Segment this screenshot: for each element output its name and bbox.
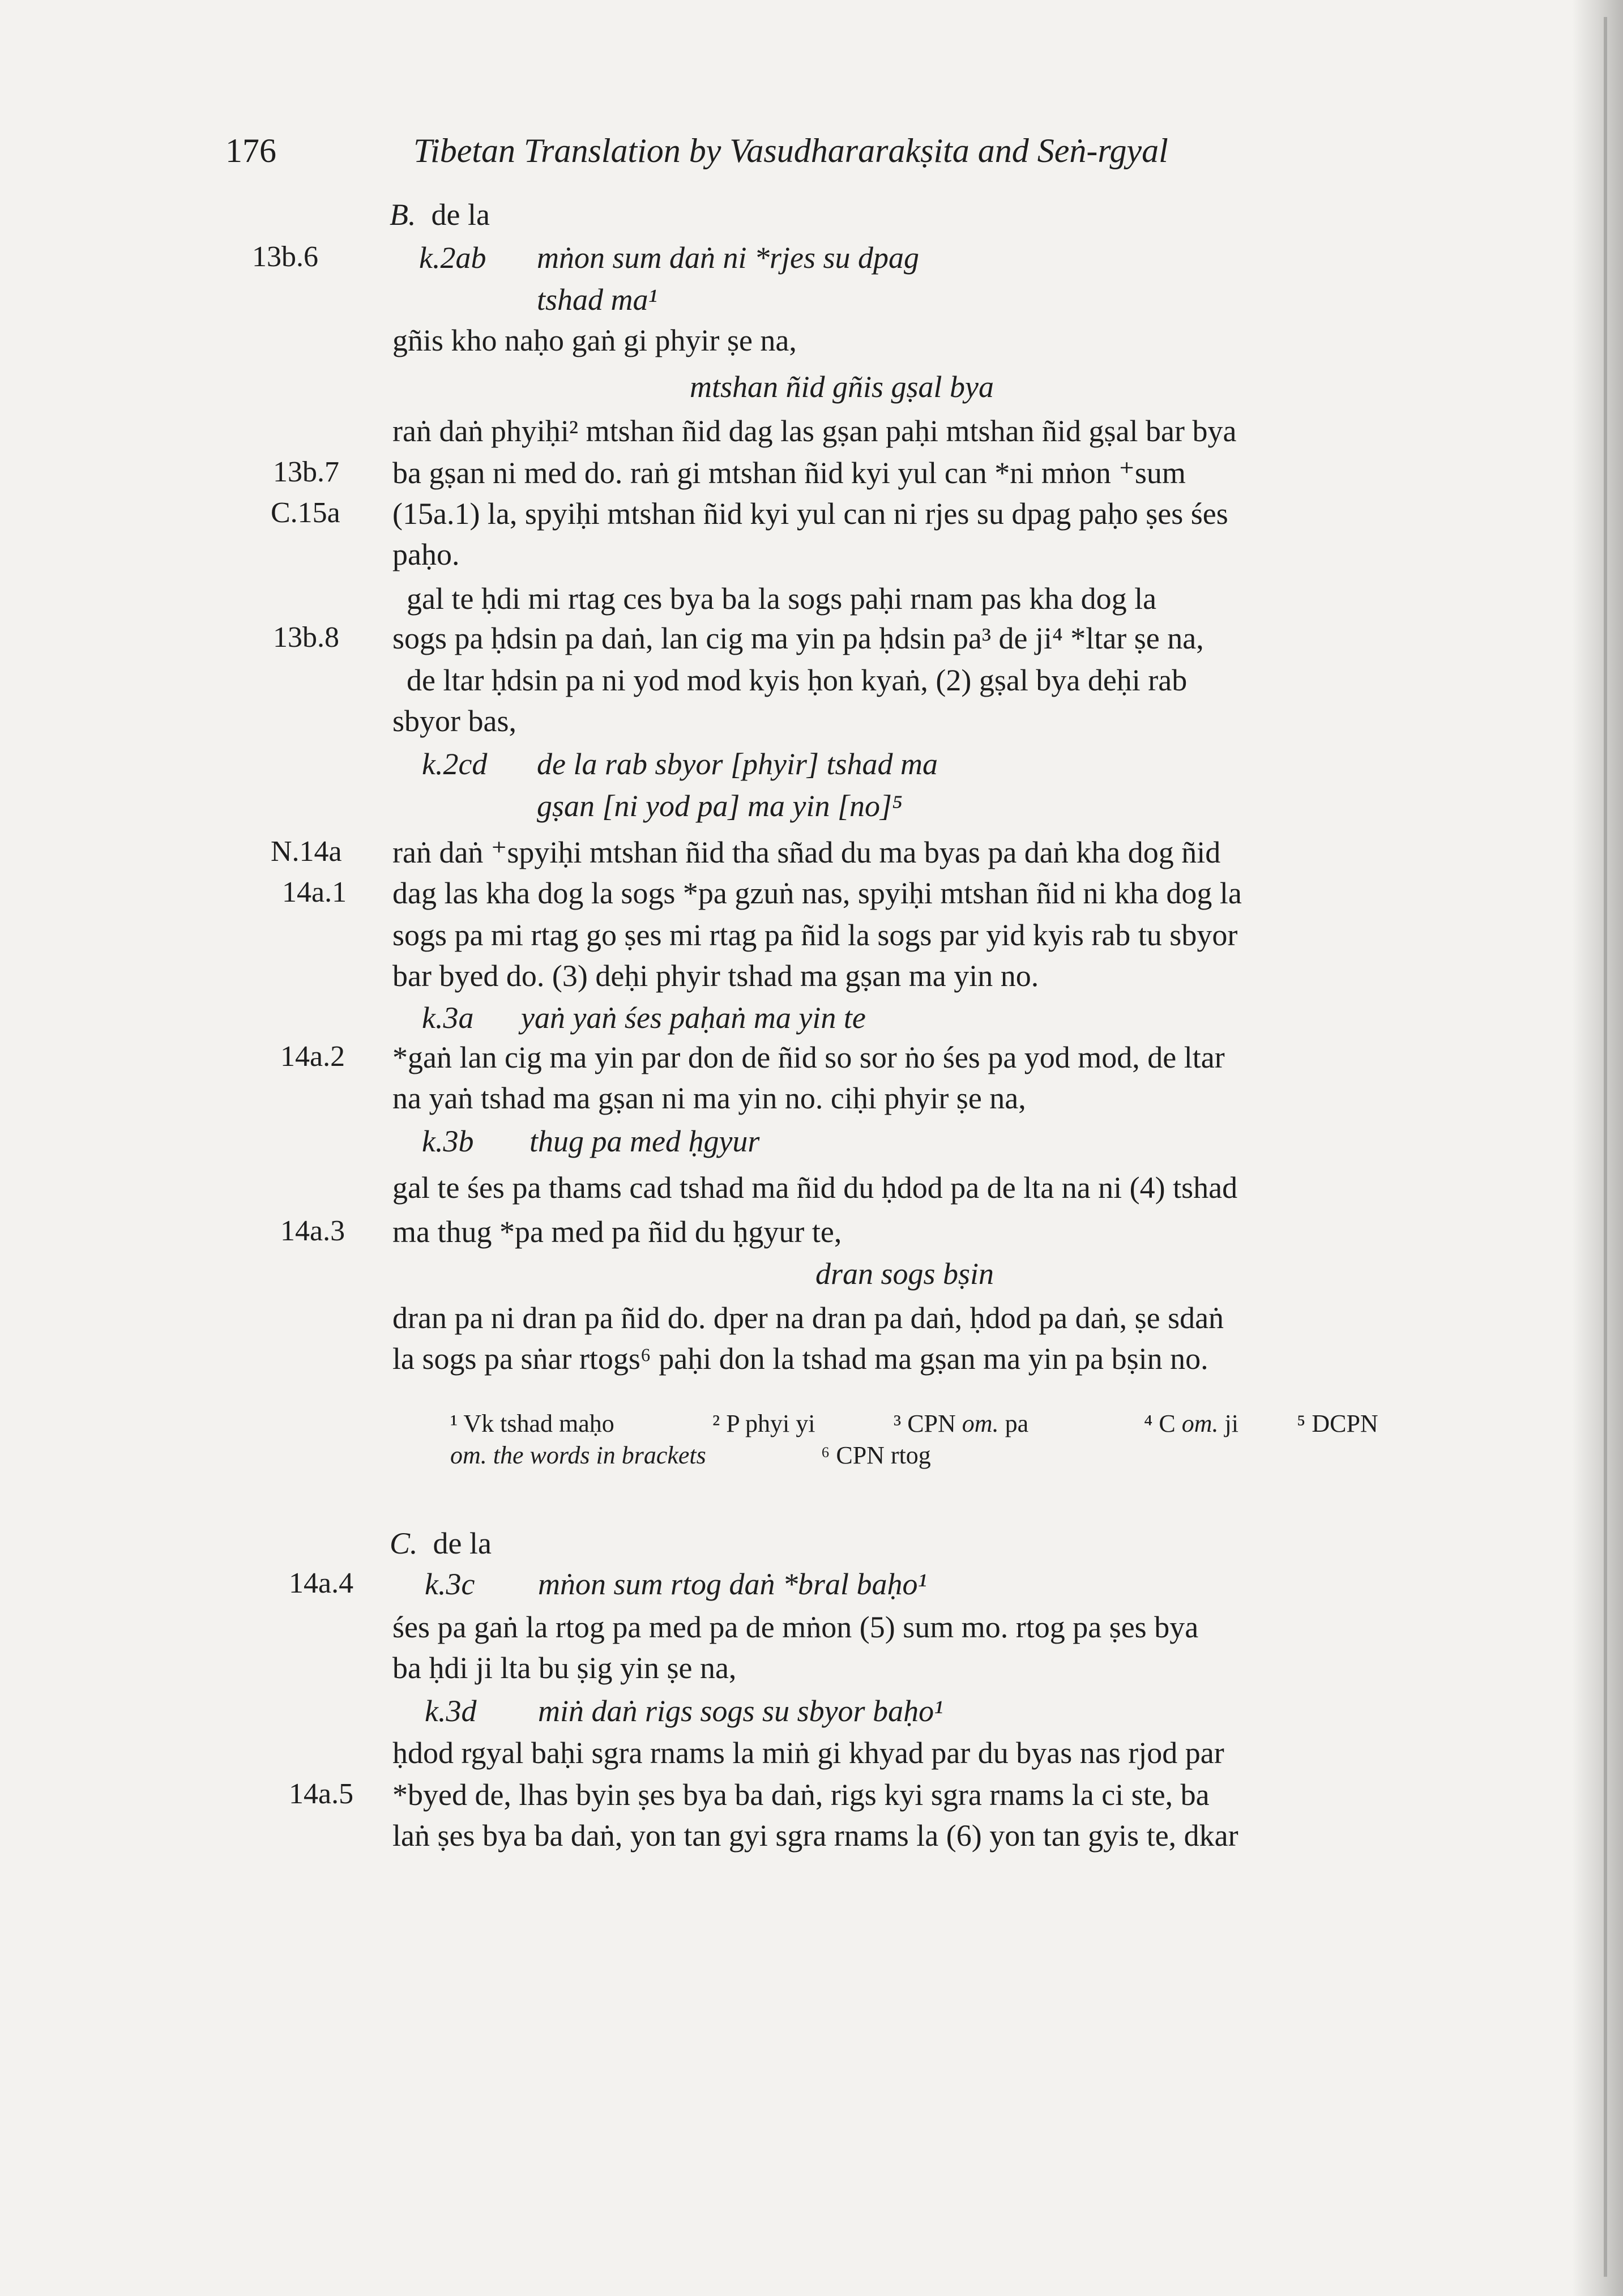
- text-line: *gaṅ lan cig ma yin par don de ñid so sor ṅo śes pa yod mod, de ltar: [392, 1040, 1225, 1074]
- text-line: na yaṅ tshad ma gṣan ni ma yin no. ciḥi phyir ṣe na,: [392, 1081, 1026, 1115]
- text-line: paḥo.: [392, 537, 460, 571]
- verse-line: yaṅ yaṅ śes paḥaṅ ma yin te: [521, 1001, 866, 1035]
- verse-line: mṅon sum daṅ ni *rjes su dpag: [537, 241, 920, 275]
- text-line: de ltar ḥdsin pa ni yod mod kyis ḥon kyaṅ, (2) gṣal bya deḥi rab: [407, 663, 1188, 697]
- section-heading-c: [390, 1528, 492, 1559]
- footnote-abbrev: om.: [962, 1410, 999, 1437]
- text-line: (15a.1) la, spyiḥi mtshan ñid kyi yul can ni rjes su dpag paḥo ṣes śes: [392, 497, 1228, 531]
- verse-line: thug pa med ḥgyur: [529, 1124, 760, 1158]
- verse-label: k.2ab: [419, 241, 486, 275]
- margin-ref: 13b.6: [252, 241, 318, 273]
- footnote-text: pa: [1005, 1410, 1029, 1437]
- verse-label: k.3d: [425, 1694, 477, 1728]
- page-edge-line: [1604, 17, 1607, 2277]
- margin-ref: 13b.8: [273, 621, 339, 654]
- text-line: ma thug *pa med pa ñid du ḥgyur te,: [392, 1215, 842, 1249]
- text-line: laṅ ṣes bya ba daṅ, yon tan gyi sgra rnams la (6) yon tan gyis te, dkar: [392, 1819, 1238, 1853]
- text-line: la sogs pa sṅar rtogs⁶ paḥi don la tshad ma gṣan ma yin pa bṣin no.: [392, 1342, 1208, 1376]
- footnote: ⁵ DCPN: [1297, 1410, 1378, 1437]
- margin-ref: 14a.1: [282, 876, 347, 908]
- text-line: sogs pa mi rtag go ṣes mi rtag pa ñid la sogs par yid kyis rab tu sbyor: [392, 918, 1238, 952]
- margin-ref: 14a.5: [289, 1778, 354, 1810]
- footnote-text: ³ CPN: [894, 1410, 956, 1437]
- page-number: 176: [225, 132, 276, 169]
- margin-ref: 14a.2: [280, 1040, 345, 1073]
- text-line: *byed de, lhas byin ṣes bya ba daṅ, rigs kyi sgra rnams la ci ste, ba: [392, 1778, 1210, 1812]
- footnote-text: ⁴ C: [1144, 1410, 1176, 1437]
- verse-label: k.2cd: [422, 747, 488, 781]
- section-label: C.: [390, 1526, 418, 1560]
- text-line: dran pa ni dran pa ñid do. dper na dran pa daṅ, ḥdod pa daṅ, ṣe sdaṅ: [392, 1301, 1224, 1335]
- gloss-line: mtshan ñid gñis gṣal bya: [690, 370, 994, 404]
- verse-label: k.3b: [422, 1124, 474, 1158]
- section-heading-b: [390, 199, 490, 230]
- margin-ref: N.14a: [271, 835, 342, 868]
- text-line: sogs pa ḥdsin pa daṅ, lan cig ma yin pa ḥdsin pa³ de ji⁴ *ltar ṣe na,: [392, 621, 1204, 655]
- verse-label: k.3c: [425, 1567, 475, 1601]
- text-line: gal te ḥdi mi rtag ces bya ba la sogs paḥi rnam pas kha dog la: [407, 582, 1157, 616]
- footnote: [894, 1411, 1028, 1436]
- text-line: gal te śes pa thams cad tshad ma ñid du ḥdod pa de lta na ni (4) tshad: [392, 1171, 1238, 1205]
- section-heading-text: de la: [433, 1526, 492, 1560]
- margin-ref: 13b.7: [273, 456, 339, 488]
- running-title: Tibetan Translation by Vasudhararakṣita and Seṅ-rgyal: [413, 132, 1168, 169]
- section-heading-text: de la: [431, 198, 490, 232]
- margin-ref: C.15a: [271, 497, 340, 529]
- text-line: raṅ daṅ phyiḥi² mtshan ñid dag las gṣan paḥi mtshan ñid gṣal bar bya: [392, 414, 1237, 448]
- gloss-line: dran sogs bṣin: [815, 1257, 994, 1291]
- verse-label: k.3a: [422, 1001, 474, 1035]
- text-line: ḥdod rgyal baḥi sgra rnams la miṅ gi khyad par du byas nas rjod par: [392, 1736, 1224, 1770]
- footnote: ² P phyi yi: [712, 1410, 815, 1437]
- verse-line: de la rab sbyor [phyir] tshad ma: [537, 747, 938, 781]
- book-spine-shadow: [1572, 0, 1623, 2296]
- text-line: sbyor bas,: [392, 704, 516, 738]
- verse-line: gṣan [ni yod pa] ma yin [no]⁵: [537, 789, 903, 823]
- text-line: bar byed do. (3) deḥi phyir tshad ma gṣan ma yin no.: [392, 959, 1039, 993]
- section-label: B.: [390, 198, 416, 232]
- margin-ref: 14a.4: [289, 1567, 354, 1599]
- footnote-text: ji: [1224, 1410, 1238, 1437]
- text-line: ba gṣan ni med do. raṅ gi mtshan ñid kyi yul can *ni mṅon ⁺sum: [392, 456, 1186, 490]
- footnote: ¹ Vk tshad maḥo: [450, 1410, 614, 1437]
- text-line: śes pa gaṅ la rtog pa med pa de mṅon (5) sum mo. rtog pa ṣes bya: [392, 1610, 1199, 1644]
- verse-line: miṅ daṅ rigs sogs su sbyor baḥo¹: [538, 1694, 943, 1728]
- text-line: gñis kho naḥo gaṅ gi phyir ṣe na,: [392, 323, 797, 357]
- text-line: raṅ daṅ ⁺spyiḥi mtshan ñid tha sñad du ma byas pa daṅ kha dog ñid: [392, 835, 1221, 869]
- margin-ref: 14a.3: [280, 1215, 345, 1247]
- footnote: ⁶ CPN rtog: [821, 1441, 931, 1469]
- verse-line: mṅon sum rtog daṅ *bral baḥo¹: [538, 1567, 927, 1601]
- text-line: ba ḥdi ji lta bu ṣig yin ṣe na,: [392, 1651, 737, 1685]
- footnote-abbrev: om.: [1181, 1410, 1219, 1437]
- text-line: dag las kha dog la sogs *pa gzuṅ nas, spyiḥi mtshan ñid ni kha dog la: [392, 876, 1242, 910]
- verse-line: tshad ma¹: [537, 283, 657, 317]
- footnote: [1144, 1411, 1238, 1436]
- footnote-continuation: om. the words in brackets: [450, 1441, 706, 1469]
